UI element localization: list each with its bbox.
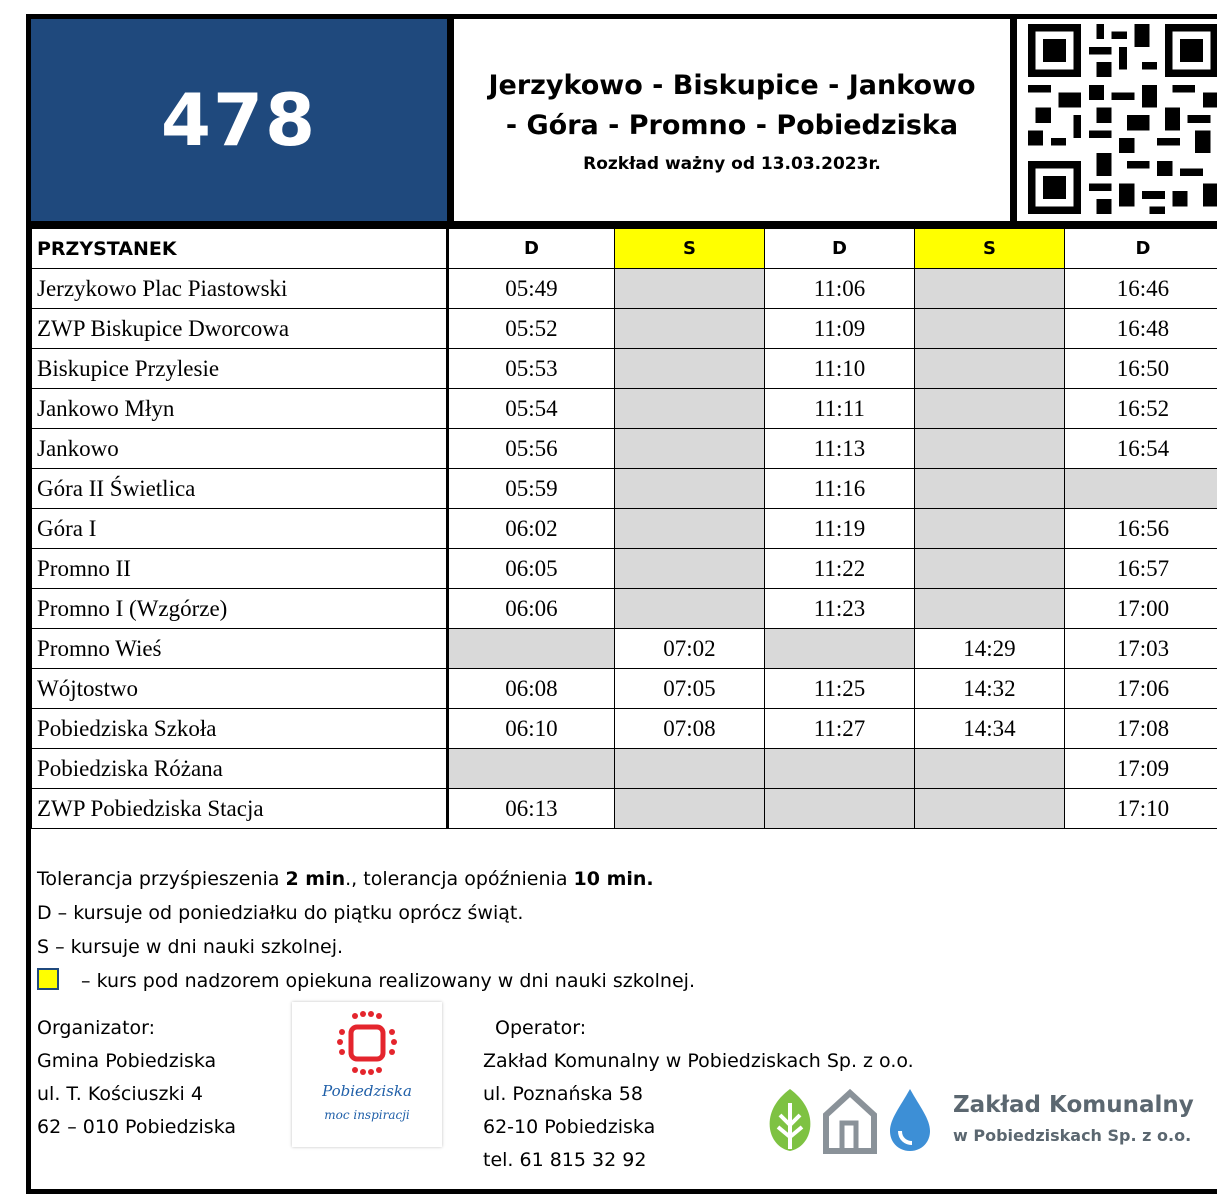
departure-time: 11:13 [765,429,915,469]
validity-date: Rozkład ważny od 13.03.2023r. [583,154,881,174]
no-departure-cell [765,789,915,829]
stop-name: Promno I (Wzgórze) [32,589,448,629]
timetable [31,228,1217,829]
note-text: 10 min. [574,868,654,890]
stop-column-header: PRZYSTANEK [32,229,448,269]
stop-name: Promno II [32,549,448,589]
stop-name: Pobiedziska Różana [32,749,448,789]
note-text: Tolerancja przyśpieszenia [37,868,285,890]
departure-time: 06:02 [448,509,615,549]
no-departure-cell [915,269,1065,309]
no-departure-cell [915,549,1065,589]
departure-time: 11:22 [765,549,915,589]
departure-time: 14:29 [915,629,1065,669]
departure-time: 11:25 [765,669,915,709]
departure-time: 16:46 [1065,269,1217,309]
operator-name: Zakład Komunalny w Pobiedziskach Sp. z o.o. [483,1045,914,1078]
timetable-row [32,389,1217,429]
departure-time: 17:09 [1065,749,1217,789]
departure-time: 05:54 [448,389,615,429]
no-departure-cell [615,789,765,829]
no-departure-cell [615,469,765,509]
departure-time: 05:56 [448,429,615,469]
departure-time: 16:50 [1065,349,1217,389]
operator-label: Operator: [483,1012,914,1045]
departure-time: 14:32 [915,669,1065,709]
no-departure-cell [915,309,1065,349]
no-departure-cell [765,629,915,669]
operator-phone: tel. 61 815 32 92 [483,1144,914,1177]
departure-time: 16:56 [1065,509,1217,549]
departure-time: 16:57 [1065,549,1217,589]
timetable-row [32,669,1217,709]
organizer-label: Organizator: [37,1012,236,1045]
pobiedziska-logo [292,1002,442,1147]
course-column-header: D [1065,229,1217,269]
notes [37,862,695,998]
tolerance-note [37,862,695,896]
no-departure-cell [615,749,765,789]
no-departure-cell [915,429,1065,469]
route-number-box [31,19,447,221]
stop-name: Jankowo Młyn [32,389,448,429]
guardian-legend [37,964,695,998]
route-title-line2: - Góra - Promno - Pobiedziska [506,106,958,146]
departure-time: 17:06 [1065,669,1217,709]
stop-name: Promno Wieś [32,629,448,669]
stop-name: Jankowo [32,429,448,469]
departure-time: 06:13 [448,789,615,829]
no-departure-cell [615,269,765,309]
timetable-header-row [32,229,1217,269]
timetable-row [32,469,1217,509]
departure-time: 17:08 [1065,709,1217,749]
course-column-header: D [448,229,615,269]
no-departure-cell [615,389,765,429]
timetable-row [32,629,1217,669]
departure-time: 07:02 [615,629,765,669]
departure-time: 16:48 [1065,309,1217,349]
header-divider [447,19,454,221]
note-text: 2 min [285,868,345,890]
no-departure-cell [615,549,765,589]
departure-time: 17:00 [1065,589,1217,629]
header-bottom-rule [31,221,1217,228]
departure-time: 05:52 [448,309,615,349]
route-number: 478 [161,78,317,162]
departure-time: 11:09 [765,309,915,349]
departure-time: 05:53 [448,349,615,389]
no-departure-cell [448,629,615,669]
timetable-row [32,749,1217,789]
stop-name: Pobiedziska Szkoła [32,709,448,749]
no-departure-cell [615,509,765,549]
s-legend: S – kursuje w dni nauki szkolnej. [37,930,695,964]
no-departure-cell [915,509,1065,549]
departure-time: 17:10 [1065,789,1217,829]
departure-time: 11:23 [765,589,915,629]
timetable-row [32,269,1217,309]
timetable-row [32,309,1217,349]
departure-time: 05:59 [448,469,615,509]
course-column-header: S [615,229,765,269]
zk-logo-name: Zakład Komunalny [953,1092,1194,1118]
house-icon [826,1093,874,1151]
departure-time: 11:11 [765,389,915,429]
organizer-name: Gmina Pobiedziska [37,1045,236,1078]
departure-time: 11:10 [765,349,915,389]
departure-time: 11:06 [765,269,915,309]
departure-time: 06:10 [448,709,615,749]
qr-code-icon [1028,24,1217,214]
leaf-icon [770,1089,811,1151]
pobiedziska-emblem-icon [292,1002,442,1082]
zk-logo-sub: w Pobiedziskach Sp. z o.o. [953,1126,1191,1145]
course-column-header: D [765,229,915,269]
course-column-header: S [915,229,1065,269]
no-departure-cell [915,749,1065,789]
departure-time: 06:06 [448,589,615,629]
pobiedziska-logo-tagline: moc inspiracji [292,1108,442,1122]
stop-name: Góra I [32,509,448,549]
timetable-row [32,429,1217,469]
no-departure-cell [915,349,1065,389]
water-drop-icon [890,1089,930,1151]
stop-name: Jerzykowo Plac Piastowski [32,269,448,309]
no-departure-cell [615,589,765,629]
organizer-city: 62 – 010 Pobiedziska [37,1111,236,1144]
no-departure-cell [615,349,765,389]
organizer-info [37,1012,236,1144]
note-text: – kurs pod nadzorem opiekuna realizowany w dni nauki szkolnej. [75,970,695,992]
operator-city: 62-10 Pobiedziska [483,1111,914,1144]
no-departure-cell [448,749,615,789]
departure-time: 07:05 [615,669,765,709]
zk-logo-icons [760,1085,940,1155]
departure-time: 16:52 [1065,389,1217,429]
note-text: ., tolerancja opóźnienia [345,868,573,890]
departure-time: 11:16 [765,469,915,509]
timetable-row [32,589,1217,629]
stop-name: Biskupice Przylesie [32,349,448,389]
operator-street: ul. Poznańska 58 [483,1078,914,1111]
header-divider [1010,19,1017,221]
departure-time: 06:08 [448,669,615,709]
no-departure-cell [1065,469,1217,509]
d-legend: D – kursuje od poniedziałku do piątku oprócz świąt. [37,896,695,930]
pobiedziska-logo-name: Pobiedziska [292,1082,442,1100]
departure-time: 14:34 [915,709,1065,749]
departure-time: 11:27 [765,709,915,749]
no-departure-cell [615,429,765,469]
departure-time: 05:49 [448,269,615,309]
organizer-street: ul. T. Kościuszki 4 [37,1078,236,1111]
stop-name: ZWP Biskupice Dworcowa [32,309,448,349]
timetable-row [32,789,1217,829]
no-departure-cell [915,469,1065,509]
no-departure-cell [915,389,1065,429]
timetable-row [32,549,1217,589]
stop-name: ZWP Pobiedziska Stacja [32,789,448,829]
timetable-row [32,349,1217,389]
no-departure-cell [915,789,1065,829]
departure-time: 07:08 [615,709,765,749]
timetable-row [32,709,1217,749]
yellow-square-icon [37,968,59,990]
stop-name: Góra II Świetlica [32,469,448,509]
route-title [454,19,1010,221]
no-departure-cell [765,749,915,789]
no-departure-cell [615,309,765,349]
departure-time: 06:05 [448,549,615,589]
departure-time: 16:54 [1065,429,1217,469]
timetable-row [32,509,1217,549]
departure-time: 17:03 [1065,629,1217,669]
no-departure-cell [915,589,1065,629]
stop-name: Wójtostwo [32,669,448,709]
route-title-line1: Jerzykowo - Biskupice - Jankowo [488,66,975,106]
departure-time: 11:19 [765,509,915,549]
